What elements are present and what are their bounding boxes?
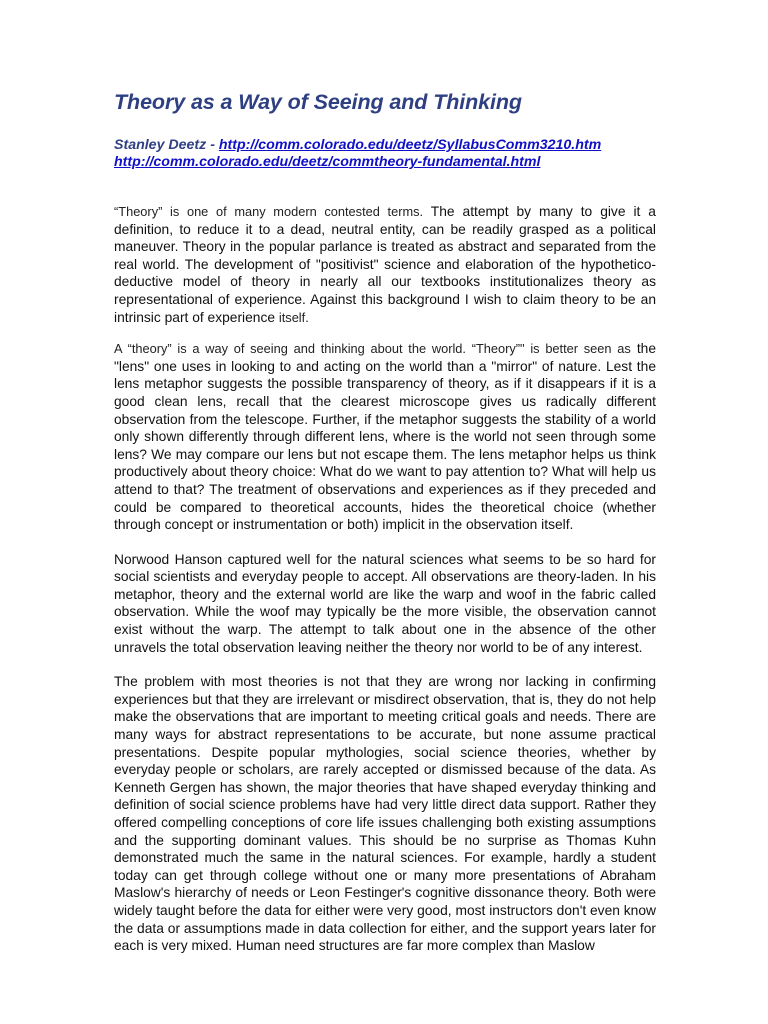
commtheory-link[interactable]: http://comm.colorado.edu/deetz/commtheory-fundamental.html <box>114 154 541 170</box>
byline <box>114 137 656 171</box>
paragraph-1-lead: “Theory” is one of many modern contested terms. <box>114 204 424 219</box>
page-title: Theory as a Way of Seeing and Thinking <box>114 90 522 114</box>
paragraph-2-lead: A “theory” is a way of seeing and thinking about the world. “Theory”" is better seen as <box>114 341 631 357</box>
paragraph-3: Norwood Hanson captured well for the natural sciences what seems to be so hard for social scientists and everyday people to accept. All observations are theory-laden. In his metaphor, theory and the external world are like the warp and woof in the fabric called observation. While the woof may typically be the more visible, the observation cannot exist without the warp. The attempt to talk about one in the absence of the other unravels the total observation leaving neither the theory nor world to be of any interest. <box>114 551 656 655</box>
paragraph-2 <box>114 340 656 534</box>
paragraph-1-body: The attempt by many to give it a definition, to reduce it to a dead, neutral entity, can be readily grasped as a political maneuver. Theory in the popular parlance is treated as abstract and separated from the real world. The development of "positivist" science and elaboration of the hypothetico-deductive model of theory in nearly all our textbooks institutionalizes theory as representational of experience. Against this background I wish to claim theory to be an intrinsic part of experience <box>114 204 656 325</box>
paragraph-4: The problem with most theories is not that they are wrong nor lacking in confirming experiences but that they are irrelevant or misdirect observation, that is, they do not help make the observations that are important to meeting critical goals and needs. There are many ways for abstract representations to be accurate, but none assume practical presentations. Despite popular mythologies, social science theories, whether by everyday people or scholars, are rarely accepted or dismissed because of the data. As Kenneth Gergen has shown, the major theories that have shaped everyday thinking and definition of social science problems have had very little direct data support. Rather they offered compelling conceptions of core life issues challenging both existing assumptions and the supporting dominant values. This should be no surprise as Thomas Kuhn demonstrated much the same in the natural sciences. For example, hardly a student today can get through college without one or many more presentations of Abraham Maslow's hierarchy of needs or Leon Festinger's cognitive dissonance theory. Both were widely taught before the data for either were very good, most instructors don't even know the data or assumptions made in data collection for either, and the support years later for each is very mixed. Human need structures are far more complex than Maslow <box>114 674 656 954</box>
syllabus-link[interactable]: http://comm.colorado.edu/deetz/SyllabusComm3210.htm <box>218 137 602 153</box>
paragraph-2-body: the "lens" one uses in looking to and acting on the world than a "mirror" of nature. Lest the lens metaphor suggests the possible transparency of theory, as if it disappears if it is a good clean lens, recall that the clearest microscope gives us radically different observation from the telescope. Further, if the metaphor suggests the stability of a world only shown differently through different lens, where is the world not seen through some lens? We may compare our lens but not escape them. The lens metaphor helps us think productively about theory choice: What do we want to pay attention to? What will help us attend to that? The treatment of observations and experiences as if they preceded and could be compared to theoretical accounts, hides the theoretical choice (whether through concept or instrumentation or both) implicit in the observation itself. <box>114 341 656 533</box>
author-name: Stanley Deetz - <box>114 137 219 153</box>
paragraph-1-tail: itself. <box>278 309 309 325</box>
document-page <box>114 90 656 955</box>
paragraph-1 <box>114 203 656 326</box>
